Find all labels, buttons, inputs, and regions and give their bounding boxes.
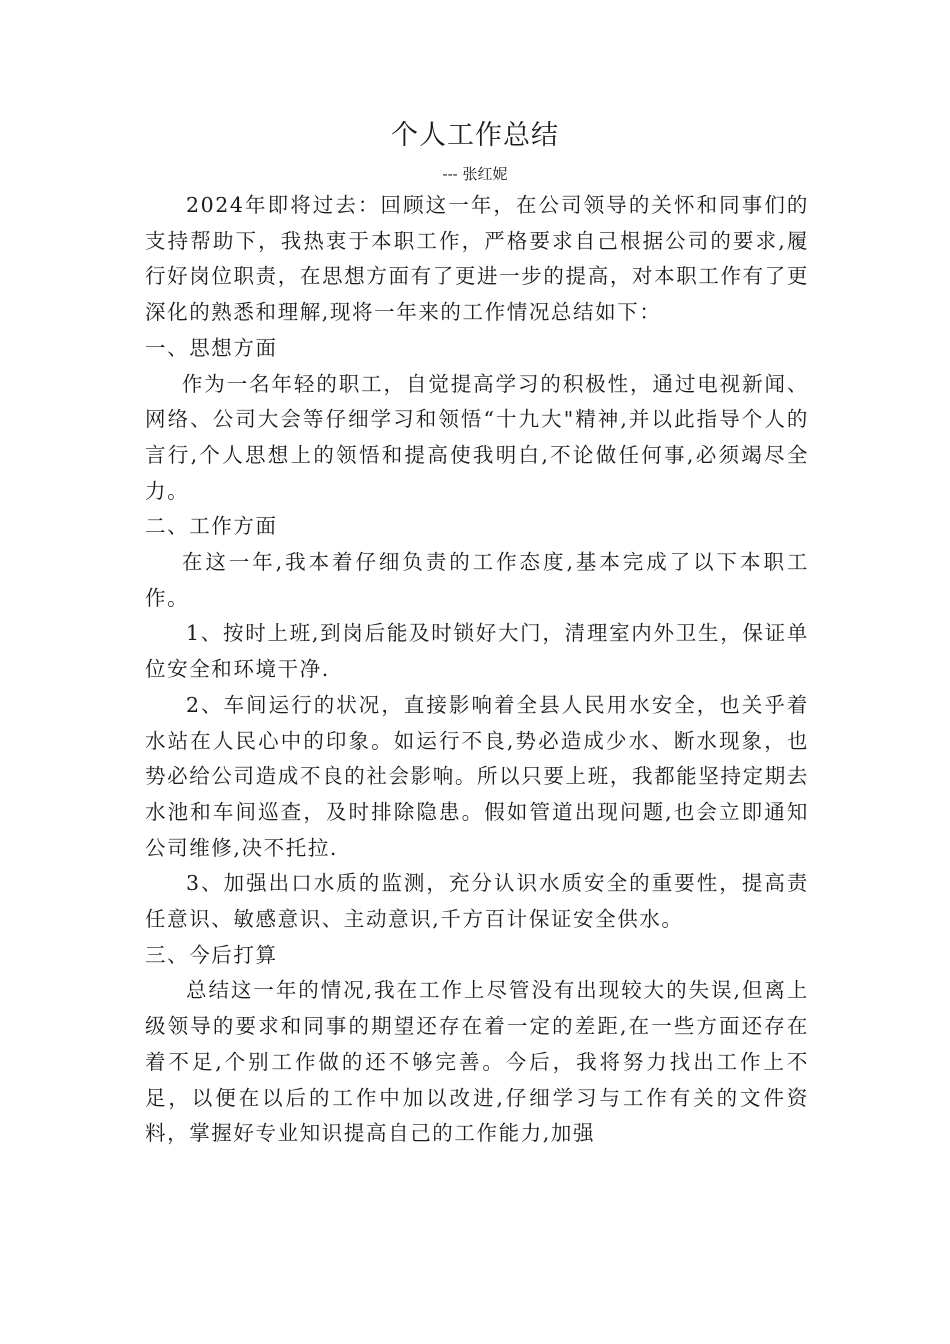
author-line: --- 张红妮 (442, 165, 508, 183)
work-item-1: 1、按时上班,到岗后能及时锁好大门，清理室内外卫生，保证单位安全和环境干净. (145, 621, 809, 682)
thought-paragraph: 作为一名年轻的职工，自觉提高学习的积极性，通过电视新闻、网络、公司大会等仔细学习和领悟“十九大"精神,并以此指导个人的言行,个人思想上的领悟和提高使我明白,不论做任何事,必须竭尽全力。 (145, 371, 809, 503)
document-title: 个人工作总结 (391, 120, 559, 151)
plans-paragraph: 总结这一年的情况,我在工作上尽管没有出现较大的失误,但离上级领导的要求和同事的期望还存在着一定的差距,在一些方面还存在着不足,个别工作做的还不够完善。今后，我将努力找出工作上不足，以便在以后的工作中加以改进,仔细学习与工作有关的文件资料，掌握好专业知识提高自己的工作能力,加强 (145, 978, 809, 1146)
work-item-2: 2、车间运行的状况，直接影响着全县人民用水安全，也关乎着水站在人民心中的印象。如运行不良,势必造成少水、断水现象，也势必给公司造成不良的社会影响。所以只要上班，我都能坚持定期去水池和车间巡查，及时排除隐患。假如管道出现问题,也会立即通知公司维修,决不托拉. (145, 692, 809, 860)
document-body (145, 188, 809, 1152)
section-heading-work: 二、工作方面 (145, 514, 278, 539)
intro-paragraph: 2024年即将过去：回顾这一年，在公司领导的关怀和同事们的支持帮助下，我热衷于本职工作，严格要求自己根据公司的要求,履行好岗位职责，在思想方面有了更进一步的提高，对本职工作有了更深化的熟悉和理解,现将一年来的工作情况总结如下： (145, 193, 809, 325)
section-heading-thought: 一、思想方面 (145, 335, 278, 360)
section-heading-plans: 三、今后打算 (145, 942, 278, 967)
work-intro-paragraph: 在这一年,我本着仔细负责的工作态度,基本完成了以下本职工作。 (145, 550, 809, 610)
work-item-3: 3、加强出口水质的监测，充分认识水质安全的重要性，提高责任意识、敏感意识、主动意识,千方百计保证安全供水。 (145, 871, 809, 932)
